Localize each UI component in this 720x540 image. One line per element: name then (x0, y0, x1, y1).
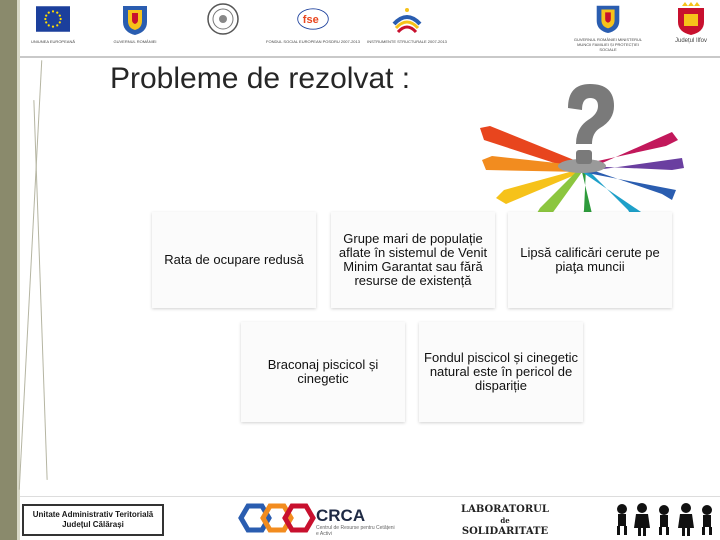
lab-line1: LABORATORUL (461, 504, 549, 515)
slide-title: Probleme de rezolvat : (110, 62, 411, 95)
county-logo (664, 2, 718, 52)
problem-text: Lipsă calificări cerute pe piaţa muncii (520, 245, 660, 274)
structural-caption: INSTRUMENTE STRUCTURALE 2007-2013 (367, 39, 447, 44)
lab-line2: de (500, 516, 510, 525)
footer-rule (20, 496, 720, 497)
instrumente-structurale-icon (390, 2, 424, 36)
ministry-logo (568, 2, 648, 52)
crca-subtitle: Centrul de Resurse pentru Cetățeni e Activi (316, 525, 395, 537)
fse-logo (266, 2, 360, 52)
gov-caption: GUVERNUL ROMÂNIEI (113, 39, 157, 44)
problem-text: Fondul piscicol și cinegetic natural este în pericol de dispariție (424, 350, 578, 393)
decorative-line (33, 100, 47, 480)
fse-logo-icon (296, 2, 330, 36)
gov-logo (100, 2, 170, 52)
romania-coat-of-arms-icon (118, 2, 152, 36)
problem-box-poaching (241, 322, 405, 422)
problem-box-wildlife (419, 322, 583, 422)
uat-line1: Unitate Administrativ Teritorială (32, 510, 154, 519)
uat-calarasi-logo (22, 504, 164, 536)
uat-line2: Județul Călărași (62, 520, 124, 529)
seal-icon (206, 2, 240, 36)
fse-caption: FONDUL SOCIAL EUROPEAN POSDRU 2007-2013 (266, 39, 360, 44)
problem-box-vmg (331, 212, 495, 308)
problem-box-employment (152, 212, 316, 308)
question-arrows-graphic (476, 72, 688, 222)
children-silhouettes-icon (612, 500, 718, 540)
problem-box-qualifications (508, 212, 672, 308)
seal-logo (188, 2, 258, 52)
svg-text:fse: fse (302, 14, 319, 27)
eu-logo (18, 2, 88, 52)
structural-logo (367, 2, 447, 52)
crca-title: CRCA (316, 506, 366, 525)
ministry-caption: GUVERNUL ROMÂNIEI MINISTERUL MUNCII FAMILIEI ȘI PROTECȚIEI SOCIALE (573, 37, 643, 52)
problem-text: Rata de ocupare redusă (164, 252, 304, 267)
problem-text: Grupe mari de populație aflate în sistemul de Venit Minim Garantat sau fără resurse de existență (338, 231, 488, 288)
county-caption: Județul Ilfov (674, 38, 708, 44)
problem-text: Braconaj piscicol și cinegetic (267, 357, 379, 386)
eu-flag-icon (36, 2, 70, 36)
romania-coat-of-arms-icon (591, 2, 625, 34)
eu-caption: UNIUNEA EUROPEANĂ (30, 39, 75, 44)
lab-line3: SOLIDARITATE (461, 526, 549, 537)
side-strip (0, 0, 17, 540)
laborator-solidaritate-logo (460, 504, 550, 537)
judet-coat-of-arms-icon (674, 2, 708, 36)
